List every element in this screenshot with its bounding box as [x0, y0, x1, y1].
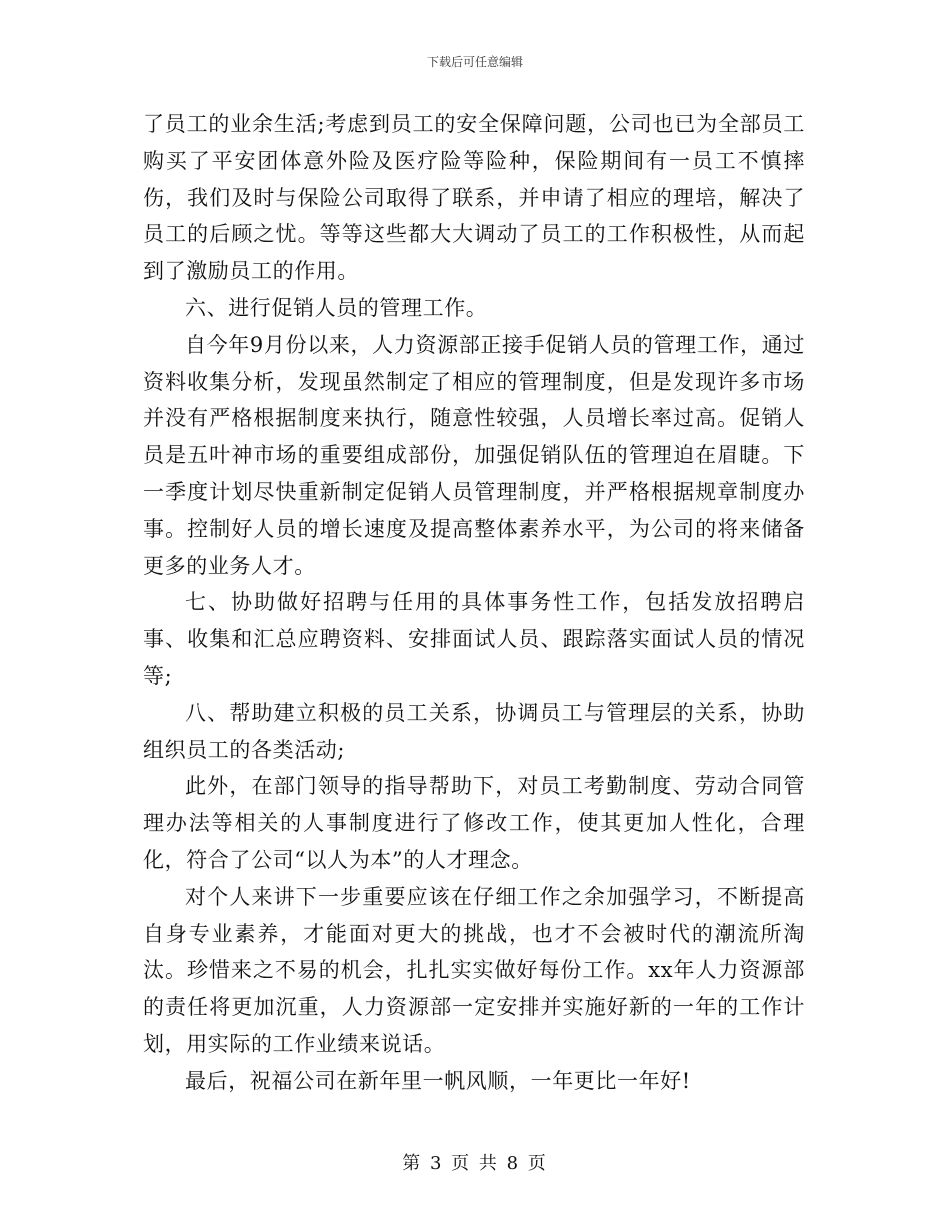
paragraph: 对个人来讲下一步重要应该在仔细工作之余加强学习，不断提高自身专业素养，才能面对更大的挑战，也才不会被时代的潮流所淘汰。珍惜来之不易的机会，扎扎实实做好每份工作。xx年人力资源部的责任将更加沉重，人力资源部一定安排并实施好新的一年的工作计划，用实际的工作业绩来说话。 [143, 884, 805, 1056]
paragraph: 七、协助做好招聘与任用的具体事务性工作，包括发放招聘启事、收集和汇总应聘资料、安排面试人员、跟踪落实面试人员的情况等; [143, 590, 805, 688]
page-header: 下载后可任意编辑 [426, 55, 523, 69]
paragraph: 八、帮助建立积极的员工关系，协调员工与管理层的关系，协助组织员工的各类活动; [143, 700, 805, 762]
paragraph: 此外，在部门领导的指导帮助下，对员工考勤制度、劳动合同管理办法等相关的人事制度进行了修改工作，使其更加人性化，合理化，符合了公司“以人为本”的人才理念。 [143, 774, 805, 872]
paragraph: 了员工的业余生活;考虑到员工的安全保障问题，公司也已为全部员工购买了平安团体意外险及医疗险等险种，保险期间有一员工不慎摔伤，我们及时与保险公司取得了联系，并申请了相应的理培，解决了员工的后顾之忧。等等这些都大大调动了员工的工作积极性，从而起到了激励员工的作用。 [143, 112, 805, 284]
paragraph: 六、进行促销人员的管理工作。 [185, 295, 488, 320]
paragraph: 自今年9月份以来，人力资源部正接手促销人员的管理工作，通过资料收集分析，发现虽然制定了相应的管理制度，但是发现许多市场并没有严格根据制度来执行，随意性较强，人员增长率过高。促销人员是五叶神市场的重要组成部份，加强促销队伍的管理迫在眉睫。下一季度计划尽快重新制定促销人员管理制度，并严格根据规章制度办事。控制好人员的增长速度及提高整体素养水平，为公司的将来储备更多的业务人才。 [143, 332, 805, 578]
paragraph: 最后，祝福公司在新年里一帆风顺，一年更比一年好! [185, 1068, 691, 1093]
page-number: 第 3 页 共 8 页 [402, 1153, 548, 1174]
document-body [143, 106, 805, 1100]
